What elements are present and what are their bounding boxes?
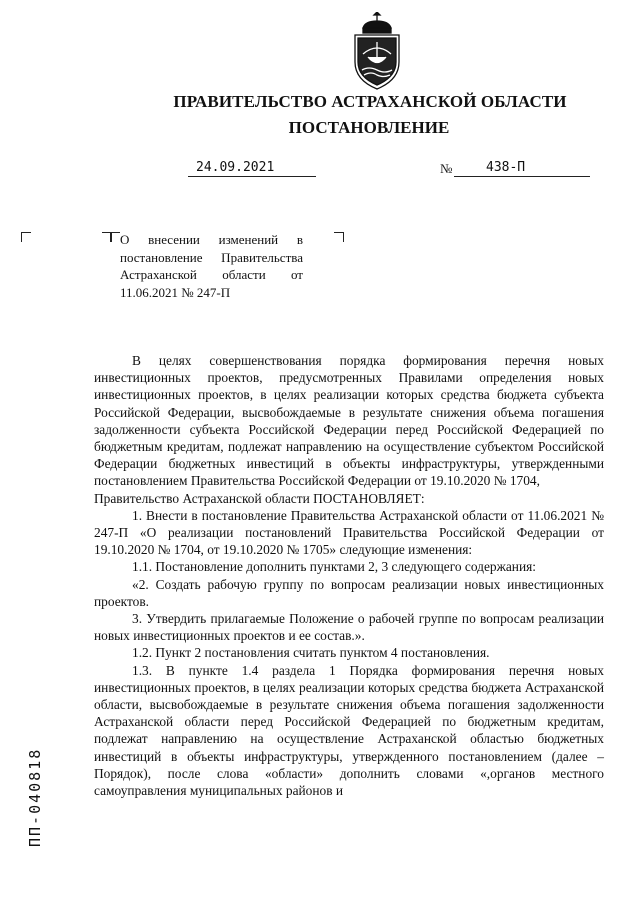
- bracket-corner-right: [334, 232, 344, 242]
- document-type-title: ПОСТАНОВЛЕНИЕ: [288, 118, 450, 137]
- body-paragraph: 1.1. Постановление дополнить пунктами 2, 3 следующего содержания:: [132, 559, 537, 575]
- body-paragraph: «2. Создать рабочую группу по вопросам реализации новых инвестиционных проектов.: [94, 576, 604, 609]
- document-subject: О внесении изменений в постановление Правительства Астраханской области от 11.06.2021 № 247-П: [120, 232, 303, 300]
- number-label: №: [440, 161, 453, 176]
- side-serial-text: ПП-040818: [26, 747, 44, 847]
- body-paragraph: 1.3. В пункте 1.4 раздела 1 Порядка формирования перечня новых инвестиционных проектов, в целях реализации которых средства бюджета Астраханской области, высвобождаемые в результате снижения объема погашения задолженности Астраханской области перед Российской Федерацией по бюджетным кредитам, подлежат направлению на осуществление Астраханской областью бюджетных инвестиций в объекты инфраструктуры, утвержденного постановлением (далее – Порядок), после слова «области» дополнить словами «,органов местного самоуправления муниципальных районов и: [94, 662, 604, 799]
- body-paragraph: Правительство Астраханской области ПОСТАНОВЛЯЕТ:: [94, 490, 425, 506]
- body-paragraph: 1.2. Пункт 2 постановления считать пунктом 4 постановления.: [132, 645, 490, 661]
- document-date: 24.09.2021: [188, 160, 316, 177]
- side-serial-number: [14, 712, 50, 847]
- bracket-corner-mid2: [110, 232, 120, 242]
- body-paragraph: 1. Внести в постановление Правительства Астраханской области от 11.06.2021 № 247-П «О реализации постановлений Правительства Российской Федерации от 19.10.2020 № 1704, от 19.10.2020 № 1705» следующие изменения:: [94, 507, 604, 558]
- document-body: [94, 352, 604, 799]
- body-paragraph: В целях совершенствования порядка формирования перечня новых инвестиционных проектов, предусмотренных Правилами определения новых инвестиционных проектов, в целях реализации которых средства бюджета субъекта Российской Федерации, высвобождаемые в результате снижения объема погашения задолженности субъекта Российской Федерации перед Российской Федерацией по бюджетным кредитам, подлежат направлению на осуществление субъектом Российской Федерации бюджетных инвестиций в объекты инфраструктуры, утвержденными постановлением Правительства Российской Федерации от 19.10.2020 № 1704,: [94, 353, 604, 489]
- bracket-corner-left: [21, 232, 31, 242]
- coat-of-arms-icon: [349, 12, 405, 92]
- body-paragraph: 3. Утвердить прилагаемые Положение о рабочей группе по вопросам реализации новых инвестиционных проектов и ее состав.».: [94, 611, 604, 644]
- document-number: 438-П: [454, 160, 590, 177]
- government-title: ПРАВИТЕЛЬСТВО АСТРАХАНСКОЙ ОБЛАСТИ: [173, 92, 567, 111]
